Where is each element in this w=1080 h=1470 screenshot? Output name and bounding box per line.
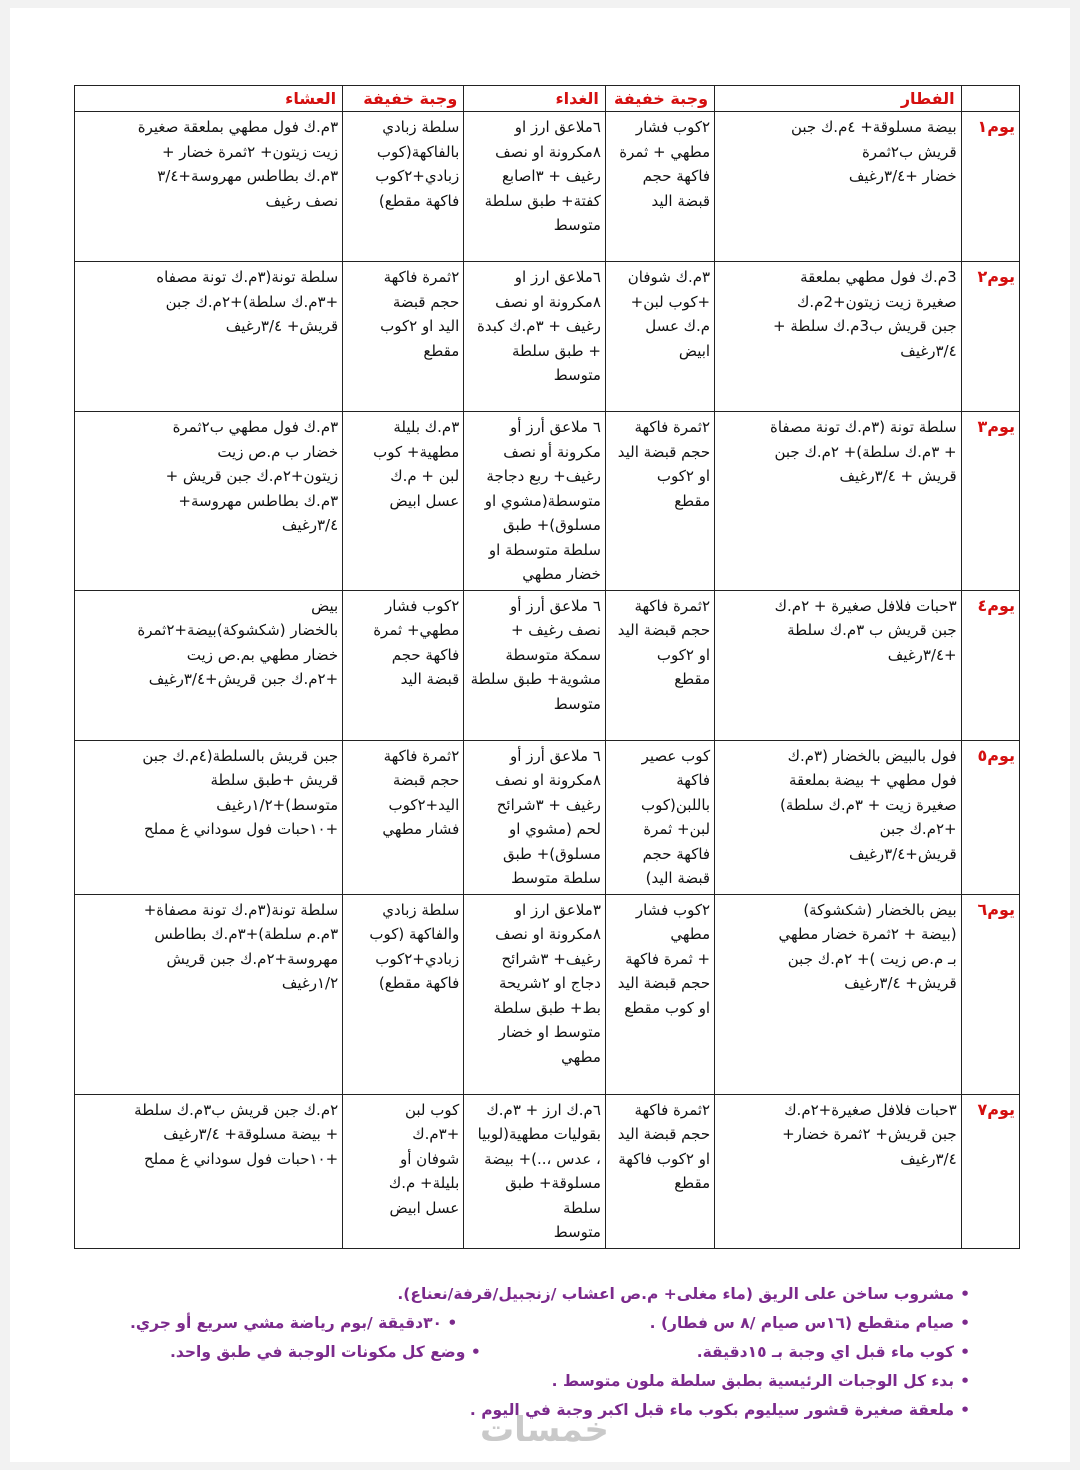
list-item: [130, 1367, 970, 1396]
list-item: [130, 1280, 970, 1309]
header-lunch: الغداء: [464, 86, 606, 112]
bullet-icon: •: [960, 1285, 970, 1303]
dinner-cell: ٢م.ك جبن قريش ب٣م.ك سلطة + بيضة مسلوقة+ ٣/٤رغيف +١٠حبات فول سوداني غ مملح: [75, 1094, 343, 1248]
snack-1-cell: ٢كوب فشار مطهي + ثمرة فاكهة حجم قبضة اليد: [605, 112, 714, 262]
meal-plan-table: [74, 85, 1020, 1249]
note-text: صيام متقطع (١٦س صيام /٨ س فطار) .: [649, 1314, 955, 1332]
breakfast-cell: ٣حبات فلافل صغيرة + ٢م.ك جبن قريش ب ٣م.ك سلطة +٣/٤رغيف: [715, 590, 962, 740]
lunch-cell: ٦م.ك ارز + ٣م.ك بقوليات مطهية(لوبيا ، عدس ،..)+ بيضة مسلوقة+ طبق سلطة متوسط: [464, 1094, 606, 1248]
table-header-row: [75, 86, 1020, 112]
day-label: يوم١: [961, 112, 1019, 262]
bullet-icon: •: [960, 1343, 970, 1361]
header-day: [961, 86, 1019, 112]
lunch-cell: ٦ملاعق ارز او ٨مكرونة او نصف رغيف + ٣اصابع كفتة+ طبق سلطة متوسط: [464, 112, 606, 262]
snack-2-cell: ٢كوب فشار مطهي+ ثمرة فاكهة حجم قبضة اليد: [343, 590, 464, 740]
side-note: [170, 1338, 481, 1367]
snack-1-cell: ٢ثمرة فاكهة حجم قبضة اليد او ٢كوب مقطع: [605, 590, 714, 740]
table-row: [75, 262, 1020, 412]
dinner-cell: ٣م.ك فول مطهي ب٢ثمرة خضار ب م.ص زيت زيتون+٢م.ك جبن قريش + ٣م.ك بطاطس مهروسة+ ٣/٤رغيف: [75, 412, 343, 591]
table-row: [75, 412, 1020, 591]
table-row: [75, 1094, 1020, 1248]
day-label: يوم٥: [961, 740, 1019, 894]
snack-1-cell: ٢ثمرة فاكهة حجم قبضة اليد او ٢كوب مقطع: [605, 412, 714, 591]
dinner-cell: ٣م.ك فول مطهي بملعقة صغيرة زيت زيتون+ ٢ثمرة خضار + ٣م.ك بطاطس مهروسة+٣/٤ نصف رغيف: [75, 112, 343, 262]
notes-list: [130, 1280, 970, 1425]
breakfast-cell: بيض بالخضار (شكشوكة) (بيضة + ٢ثمرة خضار مطهي بـ م.ص زيت )+ ٢م.ك جبن قريش+ ٣/٤رغيف: [715, 894, 962, 1094]
breakfast-cell: فول بالبيض بالخضار (٣م.ك فول مطهي + بيضة بملعقة صغيرة زيت + ٣م.ك سلطة) +٢م.ك جبن قريش+٣/٤رغيف: [715, 740, 962, 894]
header-snack-2: وجبة خفيفة: [343, 86, 464, 112]
side-note: [130, 1309, 457, 1338]
bullet-icon: •: [470, 1343, 481, 1361]
dinner-cell: جبن قريش بالسلطة(٤م.ك جبن قريش +طبق سلطة متوسط)+١/٢رغيف +١٠حبات فول سوداني غ مملح: [75, 740, 343, 894]
lunch-cell: ٣ملاعق ارز او ٨مكرونة او نصف رغيف+ ٣شرائح دجاج او ٢شريحة بط+ طبق سلطة متوسط او خضار مطهي: [464, 894, 606, 1094]
table-row: [75, 590, 1020, 740]
breakfast-cell: 3م.ك فول مطهي بملعقة صغيرة زيت زيتون+2م.ك جبن قريش ب3م.ك سلطة + ٣/٤رغيف: [715, 262, 962, 412]
lunch-cell: ٦ ملاعق أرز أو مكرونة أو نصف رغيف+ ربع دجاجة متوسطة(مشوي او مسلوق)+ طبق سلطة متوسطة او خضار مطهي: [464, 412, 606, 591]
lunch-cell: ٦ ملاعق أرز أو ٨مكرونة او نصف رغيف + ٣شرائح لحم (مشوي او مسلوق)+ طبق سلطة متوسط: [464, 740, 606, 894]
note-text: مشروب ساخن على الريق (ماء مغلى+ م.ص اعشاب /زنجبيل/قرفة/نعناع).: [397, 1285, 955, 1303]
dinner-cell: سلطة تونة(٣م.ك تونة مصفاة+ ٣م.م سلطة)+٣م.ك بطاطس مهروسة+٢م.ك جبن قريش ١/٢رغيف: [75, 894, 343, 1094]
snack-2-cell: ٢ثمرة فاكهة حجم قبضة اليد او ٢كوب مقطع: [343, 262, 464, 412]
table-row: [75, 740, 1020, 894]
snack-1-cell: ٢ثمرة فاكهة حجم قبضة اليد او ٢كوب فاكهة مقطع: [605, 1094, 714, 1248]
day-label: يوم٢: [961, 262, 1019, 412]
snack-2-cell: ٢ثمرة فاكهة حجم قبضة اليد+٢كوب فشار مطهي: [343, 740, 464, 894]
side-note-text: وضع كل مكونات الوجبة في طبق واحد.: [170, 1343, 466, 1361]
snack-2-cell: كوب لبن +٣م.ك شوفان أو بليلة+ م.ك عسل ابيض: [343, 1094, 464, 1248]
dinner-cell: سلطة تونة(٣م.ك تونة مصفاه +٣م.ك سلطة)+٢م.ك جبن قريش+ ٣/٤رغيف: [75, 262, 343, 412]
breakfast-cell: سلطة تونة (٣م.ك تونة مصفاة + ٣م.ك سلطة)+ ٢م.ك جبن قريش + ٣/٤رغيف: [715, 412, 962, 591]
snack-2-cell: سلطة زبادي والفاكهة (كوب زبادي+٢كوب فاكهة مقطع): [343, 894, 464, 1094]
list-item: [130, 1338, 970, 1367]
bullet-icon: •: [447, 1314, 458, 1332]
day-label: يوم٦: [961, 894, 1019, 1094]
note-text: كوب ماء قبل اي وجبة بـ ١٥دقيقة.: [696, 1343, 955, 1361]
table-row: [75, 894, 1020, 1094]
bullet-icon: •: [960, 1372, 970, 1390]
day-label: يوم٤: [961, 590, 1019, 740]
side-note-text: ٣٠دقيقة /بوم رياضة مشي سريع أو جري.: [130, 1314, 442, 1332]
note-text: بدء كل الوجبات الرئيسية بطبق سلطة ملون متوسط .: [551, 1372, 955, 1390]
header-snack-1: وجبة خفيفة: [605, 86, 714, 112]
document-page: [10, 8, 1070, 1462]
snack-1-cell: ٢كوب فشار مطهي + ثمرة فاكهة حجم قبضة اليد او كوب مقطع: [605, 894, 714, 1094]
table-row: [75, 112, 1020, 262]
snack-2-cell: ٣م.ك بليلة مطهية+ كوب لبن + م.ك عسل ابيض: [343, 412, 464, 591]
note-text: ملعقة صغيرة قشور سيليوم بكوب ماء قبل اكبر وجبة في اليوم .: [469, 1401, 955, 1419]
snack-1-cell: ٣م.ك شوفان +كوب لبن+ م.ك عسل ابيض: [605, 262, 714, 412]
lunch-cell: ٦ملاعق ارز او ٨مكرونة او نصف رغيف + ٣م.ك كبدة + طبق سلطة متوسط: [464, 262, 606, 412]
header-breakfast: الفطار: [715, 86, 962, 112]
snack-1-cell: كوب عصير فاكهة باللبن(كوب لبن+ ثمرة فاكهة حجم قبضة اليد): [605, 740, 714, 894]
bullet-icon: •: [960, 1314, 970, 1332]
day-label: يوم٧: [961, 1094, 1019, 1248]
header-dinner: العشاء: [75, 86, 343, 112]
lunch-cell: ٦ ملاعق أرز أو نصف رغيف + سمكة متوسطة مشوية+ طبق سلطة متوسط: [464, 590, 606, 740]
snack-2-cell: سلطة زبادي بالفاكهة(كوب زبادي+٢كوب فاكهة مقطع): [343, 112, 464, 262]
breakfast-cell: ٣حبات فلافل صغيرة+٢م.ك جبن قريش+ ٢ثمرة خضار+ ٣/٤رغيف: [715, 1094, 962, 1248]
watermark-logo: خمسات: [480, 1410, 609, 1450]
dinner-cell: بيض بالخضار (شكشوكة)بيضة+٢ثمرة خضار مطهي بم.ص زيت +٢م.ك جبن قريش+٣/٤رغيف: [75, 590, 343, 740]
breakfast-cell: بيضة مسلوقة+ ٤م.ك جبن قريش ب٢ثمرة خضار +٣/٤رغيف: [715, 112, 962, 262]
list-item: [130, 1309, 970, 1338]
day-label: يوم٣: [961, 412, 1019, 591]
bullet-icon: •: [960, 1401, 970, 1419]
